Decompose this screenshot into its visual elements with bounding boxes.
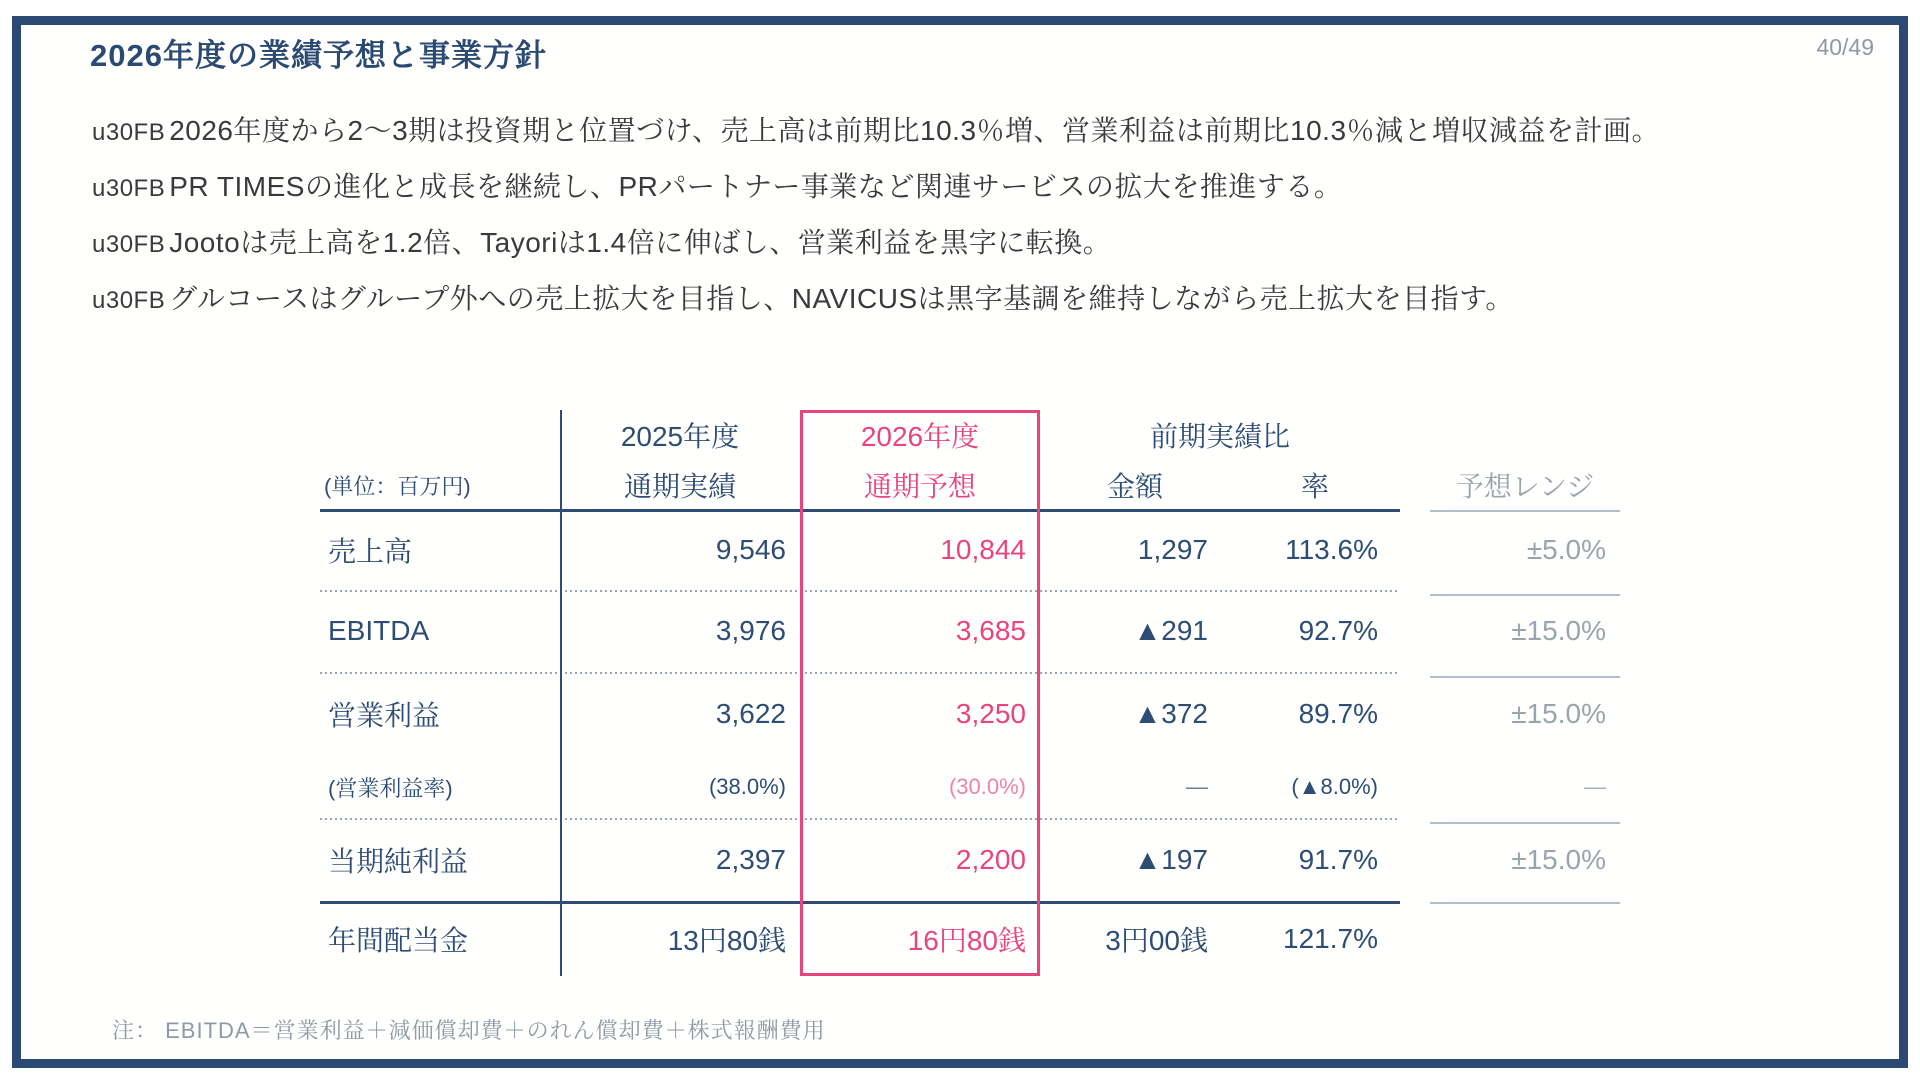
value-fy2026: (30.0%)	[948, 774, 1026, 799]
cell-gap	[1400, 672, 1430, 756]
bullet-item: u30FB PR TIMESの進化と成長を継続し、PRパートナー事業など関連サービスの拡大を推進する。	[92, 160, 1882, 216]
range-row-divider	[1430, 594, 1620, 596]
value-yoy-rate: 113.6%	[1285, 534, 1378, 565]
value-fy2026: 10,844	[940, 534, 1026, 565]
table-header-row-2	[320, 460, 1620, 510]
range-row-divider	[1430, 822, 1620, 824]
header-fy2026-year: 2026年度	[860, 421, 980, 452]
table-row-dividend	[320, 902, 1620, 976]
value-yoy-amount: ▲372	[1133, 698, 1208, 729]
range-dividend-divider	[1430, 902, 1620, 904]
value-range: ±15.0%	[1511, 844, 1606, 875]
cell-gap	[1400, 818, 1430, 902]
value-yoy-amount: —	[1186, 774, 1208, 799]
header-gap	[1400, 460, 1430, 510]
page-title: 2026年度の業績予想と事業方針	[90, 38, 547, 73]
header-rate: 率	[1300, 471, 1329, 502]
header-gap	[1400, 410, 1430, 460]
row-divider-dotted	[320, 590, 1400, 592]
header-fy2026-period: 通期予想	[863, 471, 976, 502]
label-column-divider-line	[560, 410, 562, 976]
forecast-table	[320, 410, 1620, 976]
table-row-operating-margin	[320, 756, 1620, 818]
table-row-sales	[320, 510, 1620, 590]
value-yoy-amount: ▲197	[1133, 844, 1208, 875]
value-yoy-amount: 1,297	[1137, 534, 1208, 565]
page-number: 40/49	[1816, 34, 1874, 60]
bullet-list	[92, 104, 1882, 328]
header-divider-line	[320, 509, 1400, 512]
value-yoy-rate: 91.7%	[1298, 844, 1378, 875]
value-yoy-rate: 92.7%	[1298, 615, 1378, 646]
bullet-item: u30FB Jootoは売上高を1.2倍、Tayoriは1.4倍に伸ばし、営業利益を黒字に転換。	[92, 216, 1882, 272]
row-label: (営業利益率)	[328, 775, 453, 801]
row-label: 当期純利益	[328, 846, 469, 877]
bullet-item: u30FB 2026年度から2〜3期は投資期と位置づけ、売上高は前期比10.3％増、営業利益は前期比10.3％減と増収減益を計画。	[92, 104, 1882, 160]
value-fy2026: 3,685	[955, 615, 1026, 646]
value-yoy-rate: 89.7%	[1298, 698, 1378, 729]
value-yoy-amount: 3円00銭	[1105, 925, 1208, 956]
value-fy2026: 2,200	[955, 844, 1026, 875]
value-fy2026: 3,250	[955, 698, 1026, 729]
table-row-ebitda	[320, 590, 1620, 672]
cell-gap	[1400, 756, 1430, 818]
value-fy2025: (38.0%)	[708, 774, 786, 799]
header-spacer	[320, 410, 560, 460]
value-range: ±5.0%	[1526, 534, 1606, 565]
table-header-row-1	[320, 410, 1620, 460]
header-fy2025-period: 通期実績	[623, 471, 736, 502]
header-spacer	[1430, 410, 1620, 460]
row-divider-dotted	[320, 818, 1400, 820]
cell-gap	[1400, 590, 1430, 672]
bullet-item: u30FB グルコースはグループ外への売上拡大を目指し、NAVICUSは黒字基調を維持しながら売上拡大を目指す。	[92, 272, 1882, 328]
value-range: —	[1584, 774, 1606, 799]
range-header-divider-line	[1430, 510, 1620, 512]
value-range: ±15.0%	[1511, 698, 1606, 729]
value-fy2025: 13円80銭	[667, 925, 786, 956]
row-divider-dotted	[320, 672, 1400, 674]
value-range	[1430, 902, 1620, 976]
header-yoy-group: 前期実績比	[1149, 421, 1290, 452]
header-range: 予想レンジ	[1455, 471, 1595, 502]
value-fy2025: 9,546	[715, 534, 786, 565]
table-row-operating-profit	[320, 672, 1620, 756]
row-label: 年間配当金	[328, 925, 469, 956]
cell-gap	[1400, 902, 1430, 976]
row-label: EBITDA	[328, 615, 430, 646]
value-fy2025: 2,397	[715, 844, 786, 875]
table-row-net-income	[320, 818, 1620, 902]
dividend-divider-line	[320, 901, 1400, 904]
row-label: 売上高	[328, 536, 413, 567]
value-yoy-amount: ▲291	[1133, 615, 1208, 646]
value-range: ±15.0%	[1511, 615, 1606, 646]
value-fy2025: 3,622	[715, 698, 786, 729]
value-yoy-rate: (▲8.0%)	[1291, 774, 1378, 799]
value-fy2025: 3,976	[715, 615, 786, 646]
value-fy2026: 16円80銭	[907, 925, 1026, 956]
unit-label: (単位：百万円)	[324, 473, 471, 499]
cell-gap	[1400, 510, 1430, 590]
footnote: 注： EBITDA＝営業利益＋減価償却費＋のれん償却費＋株式報酬費用	[112, 1018, 826, 1043]
header-amount: 金額	[1106, 471, 1163, 502]
row-label: 営業利益	[328, 700, 441, 731]
header-fy2025-year: 2025年度	[620, 421, 740, 452]
range-row-divider	[1430, 676, 1620, 678]
value-yoy-rate: 121.7%	[1283, 923, 1378, 954]
